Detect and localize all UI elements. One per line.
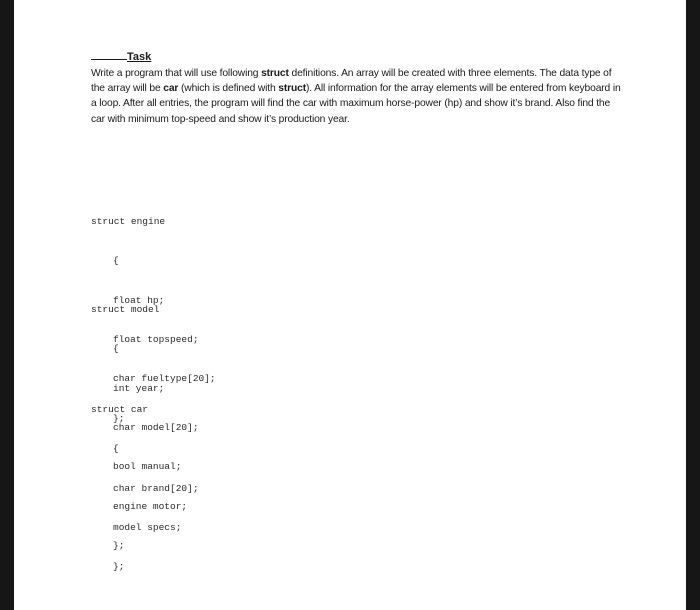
struct-field: float hp;	[113, 294, 165, 306]
struct-field: bool manual;	[113, 461, 182, 473]
task-text-segment: ). All information for the array elements will be entered from keyboard in a loop. After all entries, the program will find the car with maximum horse-power (hp) and show it’s brand. Also find the car with minimum top-speed and show it’s production year.	[91, 83, 621, 125]
task-text-segment: definitions. An array will be created with three elements. The data type of the array will be	[91, 68, 612, 95]
struct-car-code	[91, 377, 199, 600]
struct-header: struct car	[91, 404, 149, 416]
task-text-segment: Write a program that will use following	[91, 68, 262, 79]
left-dark-border	[0, 0, 14, 610]
struct-field: int year;	[113, 382, 165, 394]
struct-open-brace: {	[113, 255, 119, 267]
task-text-segment: (which is defined with	[178, 83, 279, 95]
task-text-segment-bold: struct	[278, 83, 307, 95]
task-text-segment-bold: car	[163, 83, 179, 95]
struct-field: char fueltype[20];	[113, 373, 216, 385]
struct-open-brace: {	[113, 443, 119, 455]
struct-field: model specs;	[113, 522, 182, 534]
task-text-segment-bold: struct	[261, 68, 289, 79]
document-page	[14, 0, 686, 610]
struct-open-brace: {	[113, 343, 119, 355]
struct-header: struct engine	[91, 216, 166, 228]
heading-underline-rule	[91, 59, 127, 60]
struct-field: char brand[20];	[113, 482, 199, 494]
task-section	[91, 50, 623, 127]
task-title: Task	[127, 51, 152, 63]
right-dark-border	[686, 0, 700, 610]
struct-header: struct model	[91, 304, 160, 316]
struct-close-brace: };	[113, 561, 125, 573]
struct-field: char model[20];	[113, 422, 199, 434]
task-heading-line	[91, 50, 623, 64]
struct-close-brace: };	[113, 412, 125, 424]
struct-field: engine motor;	[113, 500, 188, 512]
task-description	[91, 66, 623, 127]
struct-close-brace: };	[113, 539, 125, 551]
struct-field: float topspeed;	[113, 334, 199, 346]
